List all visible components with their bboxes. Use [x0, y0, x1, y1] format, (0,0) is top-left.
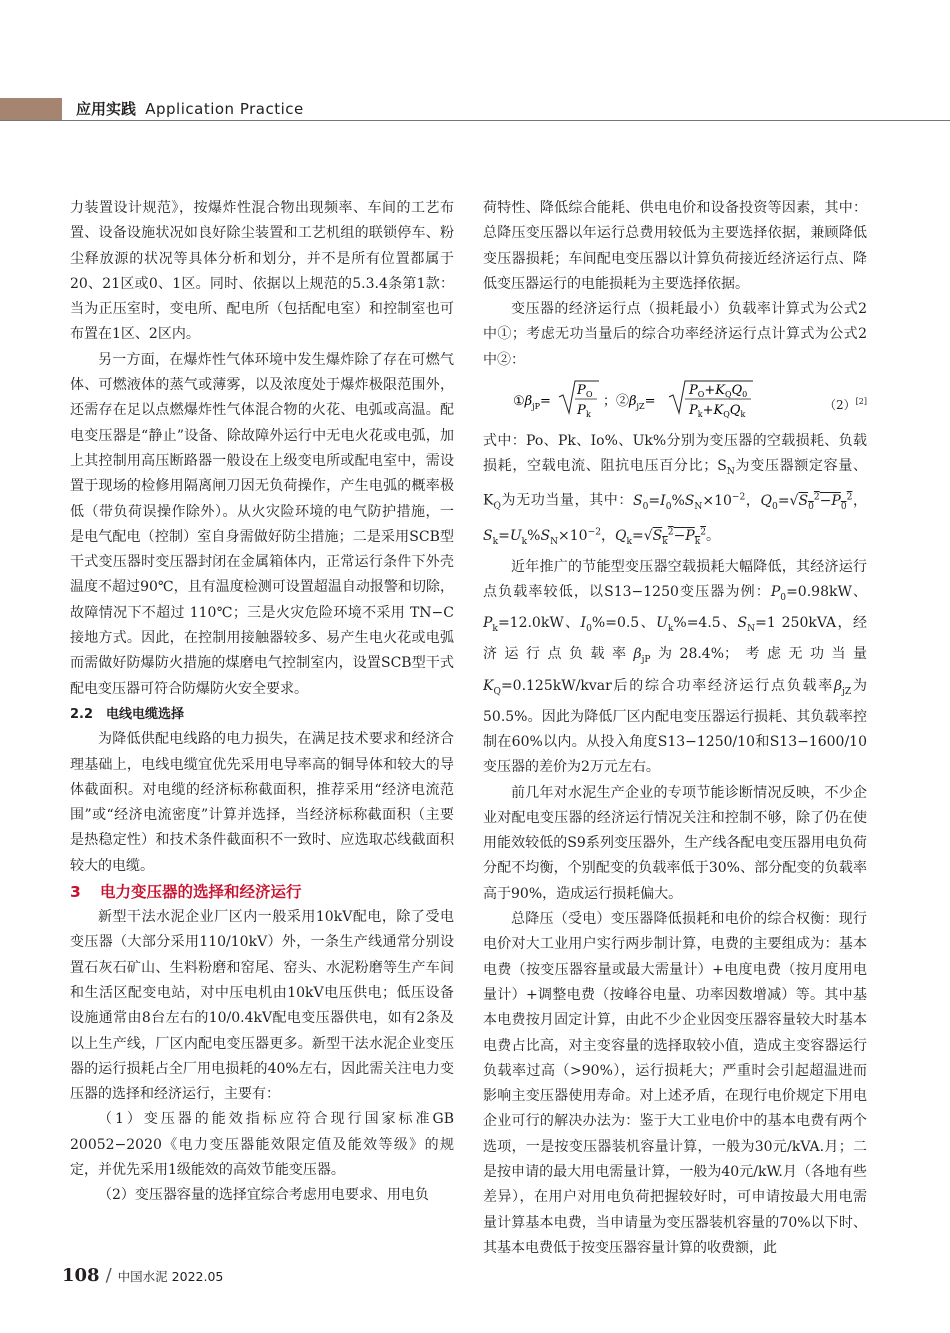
svg-text:P: P: [577, 403, 586, 419]
subsection-number: 2.2: [70, 706, 94, 722]
paragraph: 另一方面，在爆炸性气体环境中发生爆炸除了存在可燃气体、可燃液体的蒸气或薄雾，以及浓度处于爆炸极限范围外，还需存在足以点燃爆炸性气体混合物的火花、电弧或高温。配电变压器是“静止”设备、除故障外运行中无电火花或电弧，加上其控制用高压断路器一般设在上级变电所或配电室中，需设置于现场的检修用隔离闸刀因无负荷操作，产生电弧的概率极低（带负荷误操作除外）。从火灾险环境的电气防护措施，一是电气配电（控制）室自身需做好防尘措施；二是采用SCB型干式变压器时变压器封闭在金属箱体内，正常运行条件下外壳温度不超过90℃，且有温度检测可设置超温自动报警和切除，故障情况下不超过 110℃；三是火灾危险环境不采用 TN−C接地方式。因此，在控制用接触器较多、易产生电火花或电弧而需做好防爆防火措施的煤磨电气控制室内，设置SCB型干式配电变压器可符合防爆防火安全要求。: [70, 351, 454, 697]
paragraph: 总降压（受电）变压器降低损耗和电价的综合权衡：现行电价对大工业用户实行两步制计算，电费的主要组成为：基本电费（按变压器容量或最大需量计）+电度电费（按月度用电量计）+调整电费（按峰谷电量、功率因数增减）等。其中基本电费按月固定计算，由此不少企业因变压器容量较大时基本电费占比高，对主变容量的选择取较小值，造成主变容器运行负载率过高（>90%），运行损耗大；严重时会引起超温进而影响主变压器使用寿命。对上述矛盾，在现行电价规定下用电企业可行的解决办法为：鉴于大工业电价中的基本电费有两个选项，一是按变压器装机容量计算，一般为30元/kVA.月；二是按申请的最大用电需量计算，一般为40元/kW.月（各地有些差异），在用户对用电负荷把握较好时，可申请按最大用电需量计算基本电费，当申请量为变压器装机容量的70%以下时、其基本电费低于按变压器容量计算的收费额，此: [483, 911, 867, 1256]
svg-text:；②βjZ=: ；$②\beta_{jZ}=$: [603, 394, 656, 412]
svg-text:P: P: [577, 383, 586, 399]
footer-slash: /: [105, 1265, 112, 1286]
svg-text:①βjP=: $①\beta_{jP}=$: [513, 394, 551, 412]
svg-text:PO+KQQ0: $P_O+K_QQ_0$: [689, 383, 748, 400]
svg-text:O: O: [586, 390, 593, 400]
magazine-name: 中国水泥: [117, 1269, 168, 1284]
issue-number: 2022.05: [171, 1269, 224, 1284]
paragraph: 为降低供配电线路的电力损失，在满足技术要求和经济合理基础上，电线电缆宜优先采用电导率高的铜导体和较大的导体截面积。对电缆的经济标称截面积，推荐采用“经济电流范围”或“经济电流密度”计算并选择，当经济标称截面积（主要是热稳定性）和技术条件截面积不一致时、应选取芯线截面积较大的电缆。: [70, 731, 454, 874]
citation-ref: [2]: [855, 397, 867, 407]
paragraph: 荷特性、降低综合能耗、供电电价和设备投资等因素，其中：总降压变压器以年运行总费用较低为主要选择依据，兼顾降低变压器损耗；车间配电变压器以计算负荷接近经济运行点、降低变压器运行的电能损耗为主要选择依据。: [483, 200, 867, 292]
paragraph: （2）变压器容量的选择宜综合考虑用电要求、用电负: [98, 1187, 429, 1204]
paragraph: 式中：Po、Pk、Io%、Uk%分别为变压器的空载损耗、负载损耗，空载电流、阻抗电压百分比；$S_N$为变压器额定容量、$K_Q$为无功当量，其中：$S_0=I_0\%S_N\times 10^{-2}$，$Q_0=√S_0^2-P_0^2$，$S_k=U_k\%S_N\times 10^{-2}$，$Q_k=√S_k^2-P_k^2$。: [483, 433, 868, 547]
subsection-title: 电线电缆选择: [106, 706, 185, 722]
formula-2: [483, 375, 867, 425]
running-header: [0, 98, 950, 120]
subsection-heading: [70, 702, 454, 727]
paragraph: 力装置设计规范》，按爆炸性混合物出现频率、车间的工艺布置、设备设施状况如良好除尘装置和工艺机组的联锁停车、粉尘释放源的状况等具体分析和划分，并不是所有位置都属于20、21区或0、1区。同时、依据以上规范的5.3.4条第1款：当为正压室时，变电所、配电所（包括配电室）和控制室也可布置在1区、2区内。: [70, 200, 454, 343]
svg-text:Pk+KQQk: $P_k+K_QQ_k$: [689, 403, 746, 420]
section-heading: [70, 879, 454, 905]
header-color-block: [0, 98, 62, 120]
section-number: 3: [70, 883, 81, 902]
page-number: 108: [62, 1265, 100, 1286]
paragraph: 前几年对水泥生产企业的专项节能诊断情况反映，不少企业对配电变压器的经济运行情况关注和控制不够，除了仍在使用能效较低的S9系列变压器外，生产线各配电变压器用电负荷分配不均衡，个别配变的负载率低于30%、部分配变的负载率高于90%，造成运行损耗偏大。: [483, 784, 867, 902]
paragraph: （1）变压器的能效指标应符合现行国家标准GB 20052−2020《电力变压器能效限定值及能效等级》的规定，并优先采用1级能效的高效节能变压器。: [70, 1111, 454, 1178]
paragraph: 变压器的经济运行点（损耗最小）负载率计算式为公式2中①；考虑无功当量后的综合功率经济运行点计算式为公式2中②：: [483, 301, 867, 368]
section-title: [76, 98, 304, 120]
page-footer: [62, 1264, 223, 1288]
section-heading-title: 电力变压器的选择和经济运行: [100, 883, 302, 902]
section-title-zh: 应用实践: [76, 100, 137, 118]
left-column: [70, 196, 454, 1209]
header-divider: [0, 120, 950, 121]
right-column: [483, 196, 867, 1261]
paragraph: 新型干法水泥企业厂区内一般采用10kV配电，除了受电变压器（大部分采用110/10kV）外，一条生产线通常分别设置石灰石矿山、生料粉磨和窑尾、窑头、水泥粉磨等生产车间和生活区配变电站，对中压电机由10kV电压供电；低压设备设施通常由8台左右的10/0.4kV配电变压器供电，如有2条及以上生产线，厂区内配电变压器更多。新型干法水泥企业变压器的运行损耗占全厂用电损耗的40%左右，因此需关注电力变压器的选择和经济运行，主要有：: [70, 909, 454, 1103]
svg-text:k: k: [586, 410, 591, 420]
section-title-en: Application Practice: [145, 100, 304, 118]
paragraph: 近年推广的节能型变压器空载损耗大幅降低，其经济运行点负载率较低，以S13−1250变压器为例：$P_0=0.98kW$、$P_k=12.0kW$、$I_0\%=0.5$、$U_k\%=4.5$、$S_N=1$ 250kVA，经济运行点负载率$\beta_{jP}$为28.4%；考虑无功当量$K_Q=0.125kW$/kvar后的综合功率经济运行点负载率$\beta_{jZ}$为50.5%。因此为降低厂区内配电变压器运行损耗、其负载率控制在60%以内。从投入角度S13−1250/10和S13−1600/10变压器的差价为2万元左右。: [483, 558, 868, 776]
formula-graphic: [483, 375, 803, 425]
formula-number: （2）[2]: [824, 397, 867, 413]
